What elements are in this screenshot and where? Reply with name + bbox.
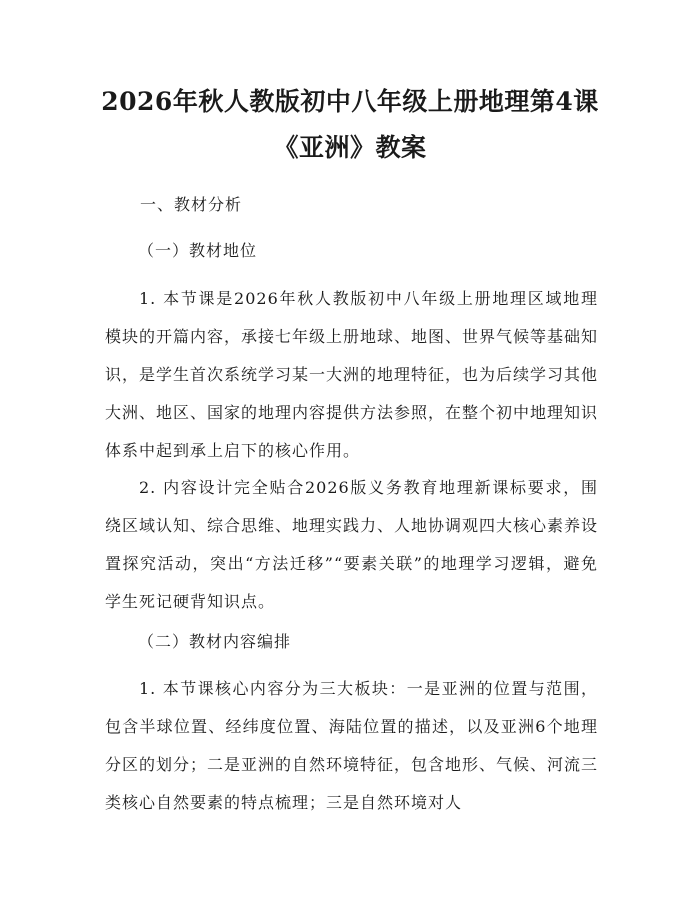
paragraph-2: 2. 内容设计完全贴合2026版义务教育地理新课标要求，围绕区域认知、综合思维、地理实践力、人地协调观四大核心素养设置探究活动，突出“方法迁移”“要素关联”的地理学习逻辑，避免学生死记硬背知识点。 xyxy=(105,478,599,611)
paragraph-1: 1. 本节课是2026年秋人教版初中八年级上册地理区域地理模块的开篇内容，承接七年级上册地球、地图、世界气候等基础知识，是学生首次系统学习某一大洲的地理特征，也为后续学习其他大洲、地区、国家的地理内容提供方法参照，在整个初中地理知识体系中起到承上启下的核心作用。 xyxy=(105,289,599,460)
subsection-heading-textbook-position: （一）教材地位 xyxy=(138,241,258,260)
section-heading-textbook-analysis: 一、教材分析 xyxy=(140,195,243,214)
document-title-line-1: 2026年秋人教版初中八年级上册地理第4课 xyxy=(101,87,599,116)
document-title-line-2: 《亚洲》教案 xyxy=(273,133,427,162)
paragraph-3: 1. 本节课核心内容分为三大板块：一是亚洲的位置与范围，包含半球位置、经纬度位置、海陆位置的描述，以及亚洲6个地理分区的划分；二是亚洲的自然环境特征，包含地形、气候、河流三类核心自然要素的特点梳理；三是自然环境对人 xyxy=(105,679,598,812)
subsection-heading-content-arrangement: （二）教材内容编排 xyxy=(138,632,292,651)
